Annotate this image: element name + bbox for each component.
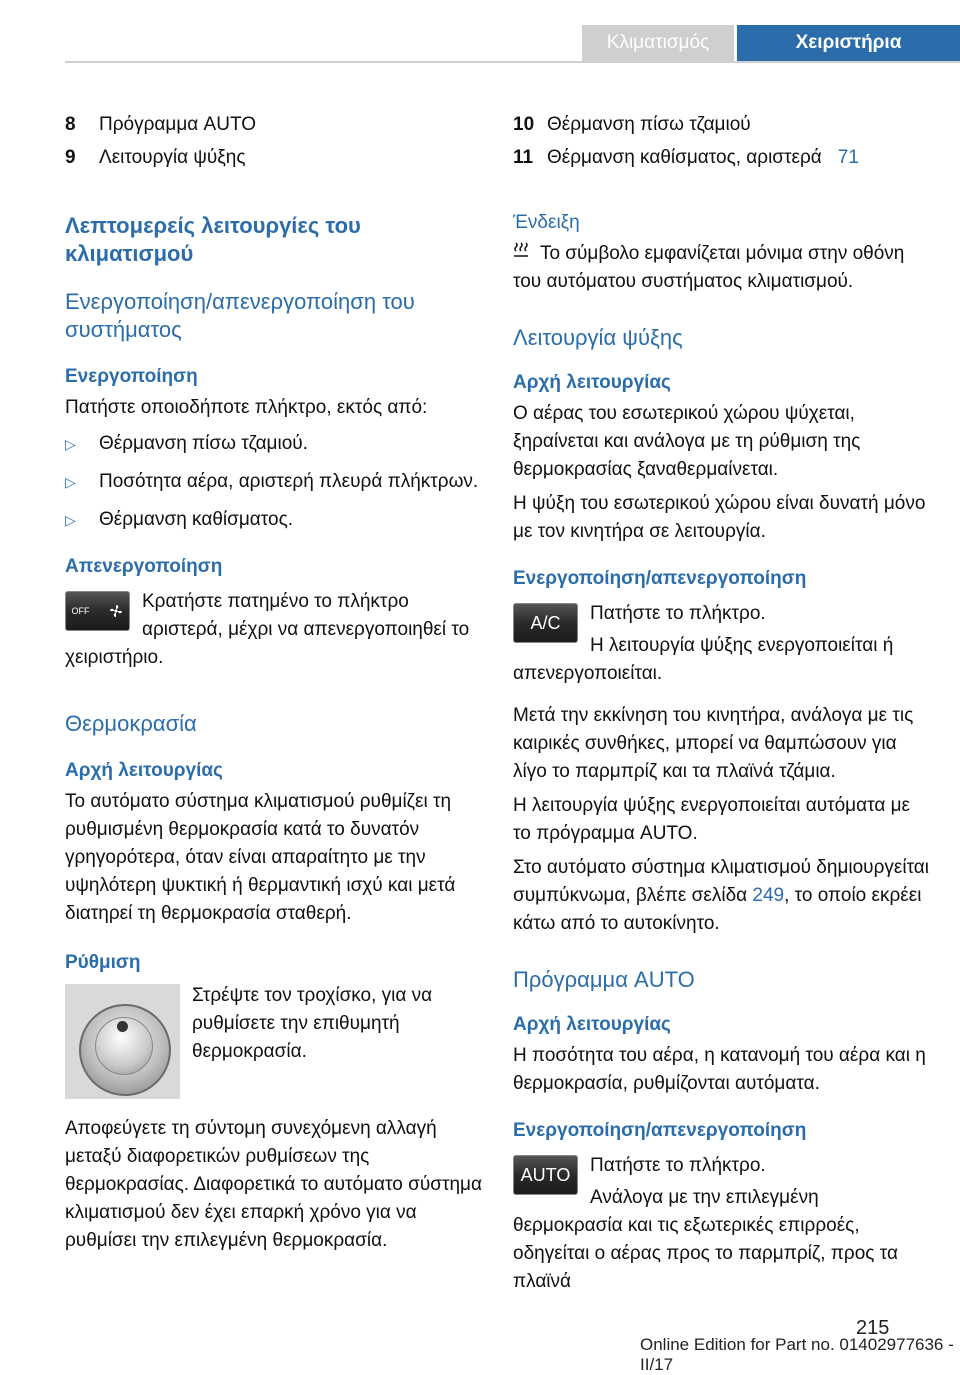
heading-deactivation: Απενεργοποίηση [65, 556, 223, 577]
edition-footer: Online Edition for Part no. 01402977636 - II/17 [640, 1335, 954, 1374]
heading-adjust: Ρύθμιση [65, 952, 141, 973]
bullet-item [65, 430, 483, 458]
text-press-any: Πατήστε οποιοδήποτε πλήκτρο, εκτός από: [65, 397, 428, 418]
heading-principle: Αρχή λειτουργίας [513, 372, 671, 393]
text-cool-1: Ο αέρας του εσωτερικού χώρου ψύχεται, ξηραίνεται και ανάλογα με τη ρύθμιση της θερμοκρασίας ξαναθερμαίνεται. [513, 403, 861, 480]
list-item [513, 108, 933, 141]
left-column [65, 108, 483, 1255]
header-section-tab: Κλιματισμός [582, 25, 734, 61]
auto-button-image: AUTO [513, 1155, 578, 1195]
heading-indicator: Ένδειξη [513, 212, 580, 233]
item-number: 10 [513, 114, 535, 135]
bullet-item [65, 468, 483, 496]
heading-activation: Ενεργοποίηση [65, 366, 198, 387]
item-number: 9 [65, 147, 76, 168]
bullet-text: Ποσότητα αέρα, αριστερή πλευρά πλήκτρων. [99, 471, 479, 492]
heading-principle: Αρχή λειτουργίας [65, 760, 223, 781]
text-cool-2: Η ψύξη του εσωτερικού χώρου είναι δυνατή μόνο με τον κινητήρα σε λειτουργία. [513, 493, 926, 542]
text-press-ac: Πατήστε το πλήκτρο. [590, 603, 766, 624]
condensate-text-a: Στο αυτόματο σύστημα κλιματισμού δημιουργείται συμπύκνωμα, βλέπε σελίδα [513, 857, 930, 906]
item-text: Θέρμανση καθίσματος, αριστερά [547, 147, 822, 168]
page-number: 215 [856, 1317, 890, 1339]
text-press-auto: Πατήστε το πλήκτρο. [590, 1155, 766, 1176]
deactivation-block [65, 588, 483, 672]
header-chapter-tab: Χειριστήρια [737, 25, 960, 61]
triangle-bullet-icon: ▷ [65, 436, 76, 452]
heading-onoff-auto: Ενεργοποίηση/απενεργοποίηση [513, 1120, 807, 1141]
heading-cooling: Λειτουργία ψύξης [513, 325, 683, 350]
bullet-text: Θέρμανση καθίσματος. [99, 509, 293, 530]
text-auto-on: Η λειτουργία ψύξης ενεργοποιείται αυτόματα με το πρόγραμμα AUTO. [513, 795, 911, 844]
list-item [65, 141, 483, 174]
off-fan-button-image [65, 591, 130, 631]
heading-details: Λεπτομερείς λειτουργίες του κλιματισμού [65, 213, 361, 266]
text-condensate [513, 854, 933, 938]
text-after-start: Μετά την εκκίνηση του κινητήρα, ανάλογα με τις καιρικές συνθήκες, μπορεί να θαμπώσουν για λίγο το παρμπρίζ και τα πλαϊνά τζάμια. [513, 705, 914, 782]
bullet-item [65, 506, 483, 534]
fan-icon [108, 603, 124, 619]
text-adjust: Στρέψτε τον τροχίσκο, για να ρυθμίσετε την επιθυμητή θερμοκρασία. [192, 985, 433, 1062]
bullet-text: Θέρμανση πίσω τζαμιού. [99, 433, 308, 454]
item-number: 8 [65, 114, 76, 135]
triangle-bullet-icon: ▷ [65, 512, 76, 528]
list-item [513, 141, 933, 174]
indicator-description: Το σύμβολο εμφανίζεται μόνιμα στην οθόνη του αυτόματου συστήματος κλιματισμού. [513, 243, 905, 292]
controller-knob-image [65, 984, 180, 1099]
triangle-bullet-icon: ▷ [65, 474, 76, 490]
condensate-text-b: , το οποίο εκρέει κάτω από το αυτοκίνητο. [513, 885, 922, 934]
heading-principle-auto: Αρχή λειτουργίας [513, 1014, 671, 1035]
text-deactivation: Κρατήστε πατημένο το πλήκτρο αριστερά, μέχρι να απενεργοποιηθεί το χειριστήριο. [65, 591, 470, 668]
page-ref-link[interactable]: 249 [752, 885, 785, 906]
auto-block [513, 1152, 933, 1296]
text-avoid: Αποφεύγετε τη σύντομη συνεχόμενη αλλαγή μεταξύ διαφορετικών ρυθμίσεων της θερμοκρασίας. Διαφορετικά το αυτόματο σύστημα κλιματισμού δεν έχει επαρκή χρόνο για να ρυθμίσει την επιλεγμένη θερμοκρασία. [65, 1118, 482, 1251]
right-column [513, 108, 933, 1296]
ac-button-image: A/C [513, 603, 578, 643]
text-auto-principle: Η ποσότητα του αέρα, η κατανομή του αέρα και η θερμοκρασία, ρυθμίζονται αυτόματα. [513, 1045, 926, 1094]
list-item [65, 108, 483, 141]
item-text: Πρόγραμμα AUTO [99, 114, 256, 135]
heading-onoff-ac: Ενεργοποίηση/απενεργοποίηση [513, 568, 807, 589]
heading-auto: Πρόγραμμα AUTO [513, 967, 695, 992]
item-text: Λειτουργία ψύξης [99, 147, 246, 168]
page-ref-link[interactable]: 71 [837, 147, 859, 168]
header-rule [65, 61, 960, 63]
ac-block [513, 600, 933, 688]
cooling-symbol-icon [513, 240, 535, 268]
heading-system-onoff: Ενεργοποίηση/απενεργοποίηση του συστήματος [65, 289, 415, 342]
item-number: 11 [513, 147, 534, 168]
item-text: Θέρμανση πίσω τζαμιού [547, 114, 751, 135]
text-ac-toggle: Η λειτουργία ψύξης ενεργοποιείται ή απενεργοποιείται. [513, 635, 894, 684]
text-indicator [513, 240, 933, 296]
text-principle: Το αυτόματο σύστημα κλιματισμού ρυθμίζει τη ρυθμισμένη θερμοκρασία κατά το δυνατόν γρηγορότερα, όταν είναι απαραίτητο με την υψηλότερη ψυκτική ή θερμαντική ισχύ και μετά διατηρεί τη θερμοκρασία σταθερή. [65, 791, 456, 924]
off-button-label: OFF [71, 606, 90, 616]
adjust-block [65, 982, 483, 1103]
text-auto-desc: Ανάλογα με την επιλεγμένη θερμοκρασία και τις εξωτερικές επιρροές, οδηγείται ο αέρας προς το παρμπρίζ, προς τα πλαϊνά [513, 1187, 898, 1292]
heading-temperature: Θερμοκρασία [65, 711, 197, 736]
